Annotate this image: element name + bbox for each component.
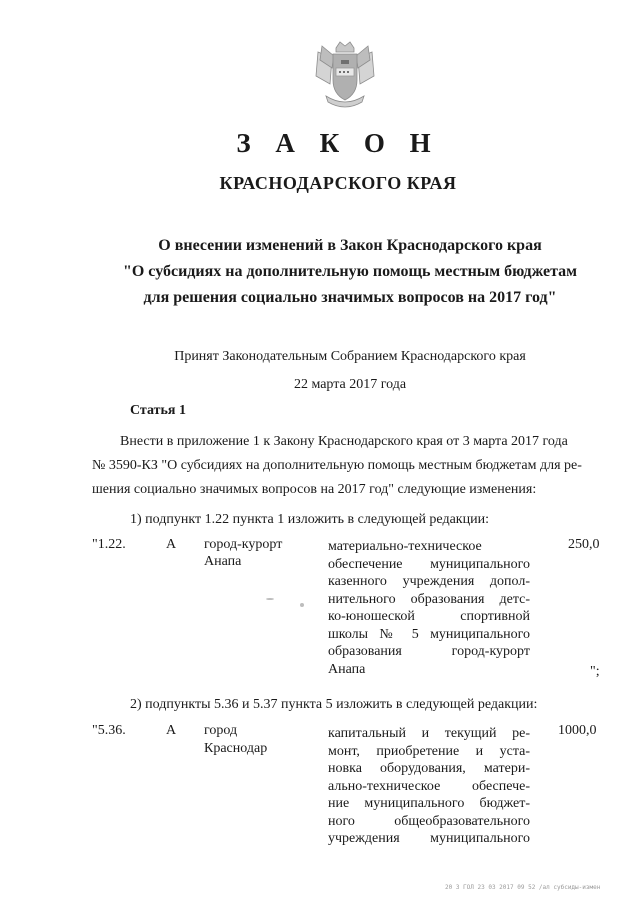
article-heading: Статья 1	[130, 403, 186, 418]
row-municipality: Краснодар	[204, 741, 268, 756]
description-line: ально-техническое обеспече-	[328, 778, 530, 794]
description-line: Анапа	[328, 661, 366, 677]
subject-line: для решения социально значимых вопросов на 2017 год"	[143, 289, 557, 306]
row-amount: 1000,0	[558, 723, 597, 738]
subject-line: "О субсидиях на дополнительную помощь местным бюджетам	[122, 263, 578, 280]
description-line: ного общеобразовательного	[328, 813, 530, 829]
document-region: КРАСНОДАРСКОГО КРАЯ	[219, 173, 457, 193]
row-description	[328, 538, 530, 678]
row-municipality: город	[204, 723, 238, 738]
adoption-date: 22 марта 2017 года	[293, 377, 407, 392]
description-line: учреждения муниципального	[328, 831, 530, 846]
krasnodar-coat-of-arms-icon	[312, 38, 378, 110]
description-line: нительного образования детс-	[328, 591, 530, 607]
amendment-item: 2) подпункты 5.36 и 5.37 пункта 5 изложить в следующей редакции:	[130, 697, 538, 712]
scan-speck	[266, 598, 274, 600]
row-category: А	[166, 723, 177, 738]
row-amount: 250,0	[568, 537, 600, 552]
document-subject	[90, 233, 610, 311]
description-line: капитальный и текущий ре-	[328, 726, 530, 741]
intro-line: шения социально значимых вопросов на 2017 год" следующие изменения:	[92, 482, 537, 497]
description-line: ние муниципального бюджет-	[328, 796, 530, 811]
subject-line: О внесении изменений в Закон Краснодарского края	[158, 237, 542, 254]
row-number: "1.22.	[92, 537, 126, 552]
description-line: новка оборудования, матери-	[328, 761, 530, 776]
row-municipality: город-курорт	[204, 537, 283, 552]
description-line: ко-юношеской спортивной	[328, 609, 530, 624]
intro-line: № 3590-КЗ "О субсидиях на дополнительную помощь местным бюджетам для ре-	[92, 458, 582, 473]
row-municipality: Анапа	[204, 554, 242, 569]
description-line: материально-техническое	[328, 539, 482, 554]
description-line: обеспечение муниципального	[328, 556, 530, 572]
row-number: "5.36.	[92, 723, 126, 738]
scan-speck	[300, 603, 304, 607]
intro-line: Внести в приложение 1 к Закону Краснодарского края от 3 марта 2017 года	[120, 434, 568, 449]
document-title: З А К О Н	[236, 128, 440, 158]
adoption-line: Принят Законодательным Собранием Краснодарского края	[174, 349, 526, 364]
amendment-item: 1) подпункт 1.22 пункта 1 изложить в следующей редакции:	[130, 512, 489, 527]
description-line: образования город-курорт	[328, 644, 530, 659]
description-line: казенного учреждения допол-	[328, 574, 530, 589]
row-description	[328, 725, 530, 848]
footer-stamp: 20 3 ГОЛ 23 03 2017 09 52 /ал субсиды-измен	[445, 884, 601, 891]
row-closing-quote: ";	[590, 664, 600, 679]
adoption-info	[90, 343, 610, 399]
description-line: монт, приобретение и уста-	[328, 743, 530, 759]
row-category: А	[166, 537, 177, 552]
description-line: школы № 5 муниципального	[328, 626, 530, 642]
